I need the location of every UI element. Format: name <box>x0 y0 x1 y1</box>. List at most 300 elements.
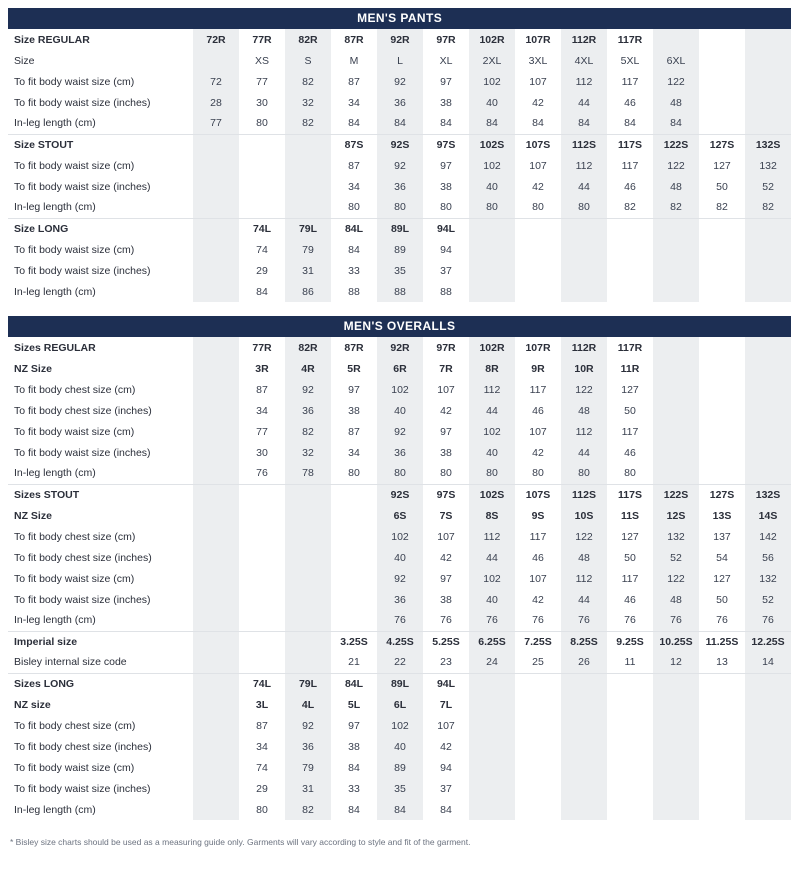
row-label: To fit body chest size (inches) <box>14 404 152 417</box>
table-cell: 102R <box>469 337 515 358</box>
table-cell: 7R <box>439 362 453 375</box>
table-cell: 54 <box>716 551 728 564</box>
table-cell: 44 <box>561 176 607 197</box>
table-cell: 3R <box>255 362 269 375</box>
table-cell: 84 <box>607 113 653 134</box>
table-cell: 117S <box>618 138 642 151</box>
table-cell: 112 <box>561 568 607 589</box>
table-cell <box>239 652 285 673</box>
table-cell: 48 <box>561 547 607 568</box>
table-cell: 46 <box>532 551 544 564</box>
table-cell: 82 <box>285 113 331 134</box>
table-cell: 87 <box>256 383 268 396</box>
table-cell: 80 <box>561 463 607 484</box>
table-cell: 50 <box>624 404 636 417</box>
table-cell: 82 <box>699 197 745 218</box>
table-cell: 29 <box>256 782 268 795</box>
row-label: Size REGULAR <box>14 33 90 46</box>
row-label: To fit body waist size (inches) <box>14 593 151 606</box>
row-label: Imperial size <box>14 635 78 648</box>
table-cell <box>239 197 285 218</box>
table-cell: 102 <box>377 715 423 736</box>
table-cell <box>699 379 745 400</box>
table-cell <box>561 260 607 281</box>
table-row <box>8 694 791 715</box>
table-cell <box>193 799 239 820</box>
table-cell: 80 <box>331 463 377 484</box>
table-cell: 112 <box>561 155 607 176</box>
table-cell: 82 <box>285 799 331 820</box>
table-cell: 82 <box>285 71 331 92</box>
footnote: * Bisley size charts should be used as a measuring guide only. Garments will vary according to style and fit of the garment. <box>10 837 471 847</box>
table-cell: 87 <box>348 159 360 172</box>
table-cell: 89 <box>377 757 423 778</box>
table-cell: 89L <box>377 673 423 694</box>
table-cell: 92 <box>285 715 331 736</box>
table-cell: 77 <box>256 75 268 88</box>
table-cell: 74L <box>252 677 272 690</box>
table-cell: 107 <box>437 530 455 543</box>
table-cell <box>745 218 791 239</box>
table-cell: 82 <box>607 197 653 218</box>
table-cell: 6.25S <box>469 631 515 652</box>
table-cell: 84 <box>377 113 423 134</box>
table-cell <box>469 757 515 778</box>
table-cell <box>561 281 607 302</box>
table-cell: 127 <box>713 572 731 585</box>
table-cell: 76 <box>561 610 607 631</box>
table-row <box>8 526 791 547</box>
row-label: To fit body waist size (cm) <box>14 425 135 438</box>
table-cell: 34 <box>348 96 360 109</box>
table-cell <box>239 176 285 197</box>
table-cell <box>699 50 745 71</box>
table-cell: 46 <box>624 96 636 109</box>
table-row <box>8 92 791 113</box>
table-cell <box>193 442 239 463</box>
table-cell: 122S <box>653 484 699 505</box>
table-cell: 35 <box>377 260 423 281</box>
table-cell <box>699 715 745 736</box>
table-cell: 74 <box>256 761 268 774</box>
table-cell: 97 <box>440 425 452 438</box>
table-cell: 44 <box>561 442 607 463</box>
table-cell: 112 <box>469 379 515 400</box>
mens-pants-table-body <box>8 8 791 29</box>
table-cell: 87R <box>344 341 364 354</box>
table-cell <box>469 736 515 757</box>
table-cell: 50 <box>716 593 728 606</box>
table-cell: 76 <box>699 610 745 631</box>
table-cell: 11 <box>607 652 653 673</box>
table-cell: 35 <box>377 778 423 799</box>
table-cell: 52 <box>653 547 699 568</box>
table-cell <box>699 673 745 694</box>
table-cell: 84 <box>423 113 469 134</box>
table-cell: 28 <box>193 92 239 113</box>
table-cell <box>561 736 607 757</box>
table-row <box>8 505 791 526</box>
row-label: To fit body waist size (inches) <box>14 180 151 193</box>
table-cell <box>193 176 239 197</box>
table-cell <box>653 736 699 757</box>
table-cell <box>469 799 515 820</box>
table-cell: 80 <box>331 197 377 218</box>
table-cell: 38 <box>440 180 452 193</box>
table-cell: 3.25S <box>340 635 368 648</box>
table-cell: 84 <box>515 113 561 134</box>
table-cell <box>561 799 607 820</box>
table-cell: 36 <box>377 442 423 463</box>
table-cell: 4R <box>285 358 331 379</box>
table-cell: 88 <box>377 281 423 302</box>
table-cell: 79L <box>285 673 331 694</box>
table-cell <box>285 484 331 505</box>
table-cell <box>607 281 653 302</box>
table-cell <box>515 239 561 260</box>
table-cell: 11.25S <box>705 635 739 648</box>
table-cell: 36 <box>377 176 423 197</box>
table-cell: 87S <box>344 138 364 151</box>
table-cell <box>193 421 239 442</box>
table-row <box>8 358 791 379</box>
table-cell: 8S <box>469 505 515 526</box>
table-cell <box>561 239 607 260</box>
table-cell: 76 <box>745 610 791 631</box>
table-cell: 76 <box>469 610 515 631</box>
row-label: Size STOUT <box>14 138 74 151</box>
table-cell: 5R <box>347 362 361 375</box>
table-row <box>8 337 791 358</box>
table-cell: 13 <box>699 652 745 673</box>
table-cell <box>607 239 653 260</box>
table-cell: 32 <box>285 92 331 113</box>
table-cell: 84 <box>348 243 360 256</box>
table-cell: 122S <box>653 134 699 155</box>
table-cell: 92 <box>377 568 423 589</box>
table-cell: 92S <box>377 134 423 155</box>
table-cell: 122 <box>653 155 699 176</box>
table-cell: 84 <box>348 761 360 774</box>
table-cell: 79 <box>285 757 331 778</box>
table-cell <box>193 547 239 568</box>
table-cell: 142 <box>745 526 791 547</box>
table-cell: 40 <box>469 176 515 197</box>
table-cell <box>653 239 699 260</box>
table-cell <box>193 526 239 547</box>
table-cell <box>607 260 653 281</box>
table-cell: 52 <box>745 589 791 610</box>
mens-overalls-rows <box>8 337 791 820</box>
table-cell <box>331 589 377 610</box>
table-cell <box>239 589 285 610</box>
table-cell <box>193 50 239 71</box>
table-cell <box>193 337 239 358</box>
table-cell <box>745 379 791 400</box>
row-label: To fit body waist size (inches) <box>14 96 151 109</box>
table-cell <box>285 134 331 155</box>
table-cell: 80 <box>515 463 561 484</box>
table-cell: 97 <box>440 572 452 585</box>
table-cell: 82R <box>285 29 331 50</box>
table-cell: 132S <box>745 134 791 155</box>
mens-pants-rows <box>8 29 791 302</box>
table-row <box>8 379 791 400</box>
table-cell <box>745 463 791 484</box>
table-cell: 38 <box>440 446 452 459</box>
table-cell <box>653 260 699 281</box>
table-cell: 14S <box>745 505 791 526</box>
table-cell <box>469 260 515 281</box>
table-cell <box>193 400 239 421</box>
table-cell: 97 <box>440 159 452 172</box>
table-cell <box>607 715 653 736</box>
table-row <box>8 799 791 820</box>
table-cell: 94L <box>436 222 456 235</box>
table-cell <box>607 778 653 799</box>
table-cell <box>745 778 791 799</box>
table-cell <box>515 799 561 820</box>
table-cell: 107 <box>437 719 455 732</box>
table-cell: 84 <box>377 799 423 820</box>
table-cell: 92R <box>377 29 423 50</box>
table-cell: 92 <box>377 421 423 442</box>
table-cell: 50 <box>716 180 728 193</box>
table-cell: 94 <box>440 761 452 774</box>
table-cell: 42 <box>532 180 544 193</box>
table-cell: 44 <box>561 92 607 113</box>
table-cell <box>699 736 745 757</box>
table-cell: 46 <box>624 593 636 606</box>
table-cell: 112S <box>561 134 607 155</box>
table-cell <box>699 281 745 302</box>
table-cell: 117 <box>621 159 639 172</box>
table-cell: 102 <box>469 421 515 442</box>
table-cell: 40 <box>377 547 423 568</box>
table-cell: 34 <box>256 740 268 753</box>
table-cell: 33 <box>348 264 360 277</box>
table-cell: 80 <box>607 463 653 484</box>
table-cell <box>193 463 239 484</box>
table-cell: 122 <box>561 379 607 400</box>
mens-pants-table <box>8 8 791 302</box>
table-cell <box>653 400 699 421</box>
table-cell: 42 <box>532 593 544 606</box>
table-row <box>8 113 791 134</box>
table-cell <box>607 673 653 694</box>
table-row <box>8 155 791 176</box>
table-cell <box>193 736 239 757</box>
table-row <box>8 757 791 778</box>
table-cell: 89L <box>377 218 423 239</box>
table-cell: 14 <box>745 652 791 673</box>
table-cell <box>193 155 239 176</box>
table-cell <box>653 778 699 799</box>
table-cell: 117 <box>529 383 547 396</box>
table-cell: 38 <box>348 740 360 753</box>
table-cell <box>285 155 331 176</box>
table-cell: 80 <box>377 463 423 484</box>
table-cell: XS <box>254 54 269 67</box>
row-label: In-leg length (cm) <box>8 113 193 134</box>
table-cell <box>331 547 377 568</box>
table-cell: 102R <box>469 29 515 50</box>
table-cell: 79 <box>285 239 331 260</box>
table-cell: 76 <box>239 463 285 484</box>
table-cell: 122 <box>561 526 607 547</box>
table-cell <box>653 673 699 694</box>
table-cell: 76 <box>653 610 699 631</box>
table-cell: 34 <box>348 446 360 459</box>
table-cell <box>193 694 239 715</box>
table-cell: 94 <box>440 243 452 256</box>
table-cell: 34 <box>348 180 360 193</box>
table-cell: 34 <box>256 404 268 417</box>
table-row <box>8 239 791 260</box>
table-cell: 107R <box>525 33 551 46</box>
mens-overalls-table-block <box>8 316 787 820</box>
row-label: Bisley internal size code <box>8 652 193 673</box>
table-cell: 42 <box>440 404 452 417</box>
table-cell <box>239 484 285 505</box>
table-cell: 24 <box>469 652 515 673</box>
table-cell: 11S <box>620 509 640 522</box>
table-cell <box>745 29 791 50</box>
table-cell: 29 <box>256 264 268 277</box>
table-cell: 87R <box>344 33 364 46</box>
table-cell <box>285 176 331 197</box>
table-cell: 9.25S <box>616 635 644 648</box>
table-cell <box>285 505 331 526</box>
table-cell: 77 <box>256 425 268 438</box>
table-cell: 97 <box>440 75 452 88</box>
table-cell <box>561 757 607 778</box>
table-cell: 36 <box>377 589 423 610</box>
table-cell: 80 <box>423 197 469 218</box>
table-cell: 102 <box>469 71 515 92</box>
table-cell <box>745 50 791 71</box>
table-cell: 97 <box>348 719 360 732</box>
table-cell <box>285 652 331 673</box>
table-cell <box>745 113 791 134</box>
table-cell <box>745 673 791 694</box>
row-label: To fit body waist size (cm) <box>14 159 135 172</box>
table-cell: 92S <box>377 484 423 505</box>
table-cell: 117 <box>621 425 639 438</box>
table-cell: 127 <box>621 530 639 543</box>
table-cell: 92R <box>377 337 423 358</box>
table-cell: 36 <box>377 92 423 113</box>
table-cell <box>653 358 699 379</box>
table-row <box>8 197 791 218</box>
table-cell <box>285 631 331 652</box>
table-cell <box>745 260 791 281</box>
table-cell: 77R <box>252 341 272 354</box>
table-row <box>8 134 791 155</box>
row-label: To fit body waist size (cm) <box>14 761 135 774</box>
table-cell: 107 <box>529 572 547 585</box>
table-cell: 4XL <box>561 50 607 71</box>
table-cell <box>699 694 745 715</box>
table-cell <box>653 281 699 302</box>
table-cell: 84 <box>331 113 377 134</box>
table-row <box>8 736 791 757</box>
table-cell: 40 <box>469 589 515 610</box>
table-cell: 79L <box>285 218 331 239</box>
table-cell: 6S <box>377 505 423 526</box>
table-cell: 12 <box>653 652 699 673</box>
table-cell <box>699 113 745 134</box>
table-row <box>8 442 791 463</box>
table-cell: 87 <box>256 719 268 732</box>
mens-pants-table-block <box>8 8 787 302</box>
table-cell: 10S <box>561 505 607 526</box>
table-cell <box>285 526 331 547</box>
table-cell: 40 <box>469 92 515 113</box>
table-cell: 10.25S <box>653 631 699 652</box>
table-cell: 4.25S <box>377 631 423 652</box>
table-cell <box>193 379 239 400</box>
table-cell: 87 <box>348 75 360 88</box>
table-cell <box>193 484 239 505</box>
table-cell: 84 <box>348 803 360 816</box>
table-cell: 132 <box>745 568 791 589</box>
table-title-row <box>8 8 791 29</box>
table-cell <box>285 547 331 568</box>
table-cell <box>745 442 791 463</box>
table-cell <box>745 421 791 442</box>
table-cell <box>653 799 699 820</box>
table-cell <box>239 505 285 526</box>
table-cell <box>469 239 515 260</box>
table-cell: 44 <box>469 547 515 568</box>
table-cell: 107 <box>529 159 547 172</box>
table-cell <box>515 281 561 302</box>
table-cell: 112R <box>561 29 607 50</box>
table-cell <box>699 260 745 281</box>
table-cell: 107 <box>529 425 547 438</box>
table-cell <box>193 631 239 652</box>
table-title-row-overalls <box>8 316 791 337</box>
table-cell: 97S <box>436 488 456 501</box>
table-cell: 42 <box>532 446 544 459</box>
table-row <box>8 281 791 302</box>
table-cell: 89 <box>377 239 423 260</box>
table-row <box>8 673 791 694</box>
table-row <box>8 71 791 92</box>
table-cell <box>653 337 699 358</box>
table-cell <box>469 715 515 736</box>
table-cell: 88 <box>348 285 360 298</box>
table-cell: 4L <box>285 694 331 715</box>
row-label: In-leg length (cm) <box>8 197 193 218</box>
table-cell <box>515 218 561 239</box>
table-cell <box>469 218 515 239</box>
table-cell: 42 <box>440 740 452 753</box>
table-cell: 88 <box>440 285 452 298</box>
table-cell <box>745 799 791 820</box>
table-cell <box>699 218 745 239</box>
table-cell: 6L <box>377 694 423 715</box>
table-cell: 48 <box>653 176 699 197</box>
table-cell: 7.25S <box>524 635 552 648</box>
table-cell: 36 <box>285 400 331 421</box>
row-label: Sizes LONG <box>14 677 75 690</box>
table-cell: 37 <box>440 782 452 795</box>
row-label: To fit body chest size (cm) <box>14 530 136 543</box>
table-cell: 107S <box>525 488 551 501</box>
table-cell: 76 <box>607 610 653 631</box>
